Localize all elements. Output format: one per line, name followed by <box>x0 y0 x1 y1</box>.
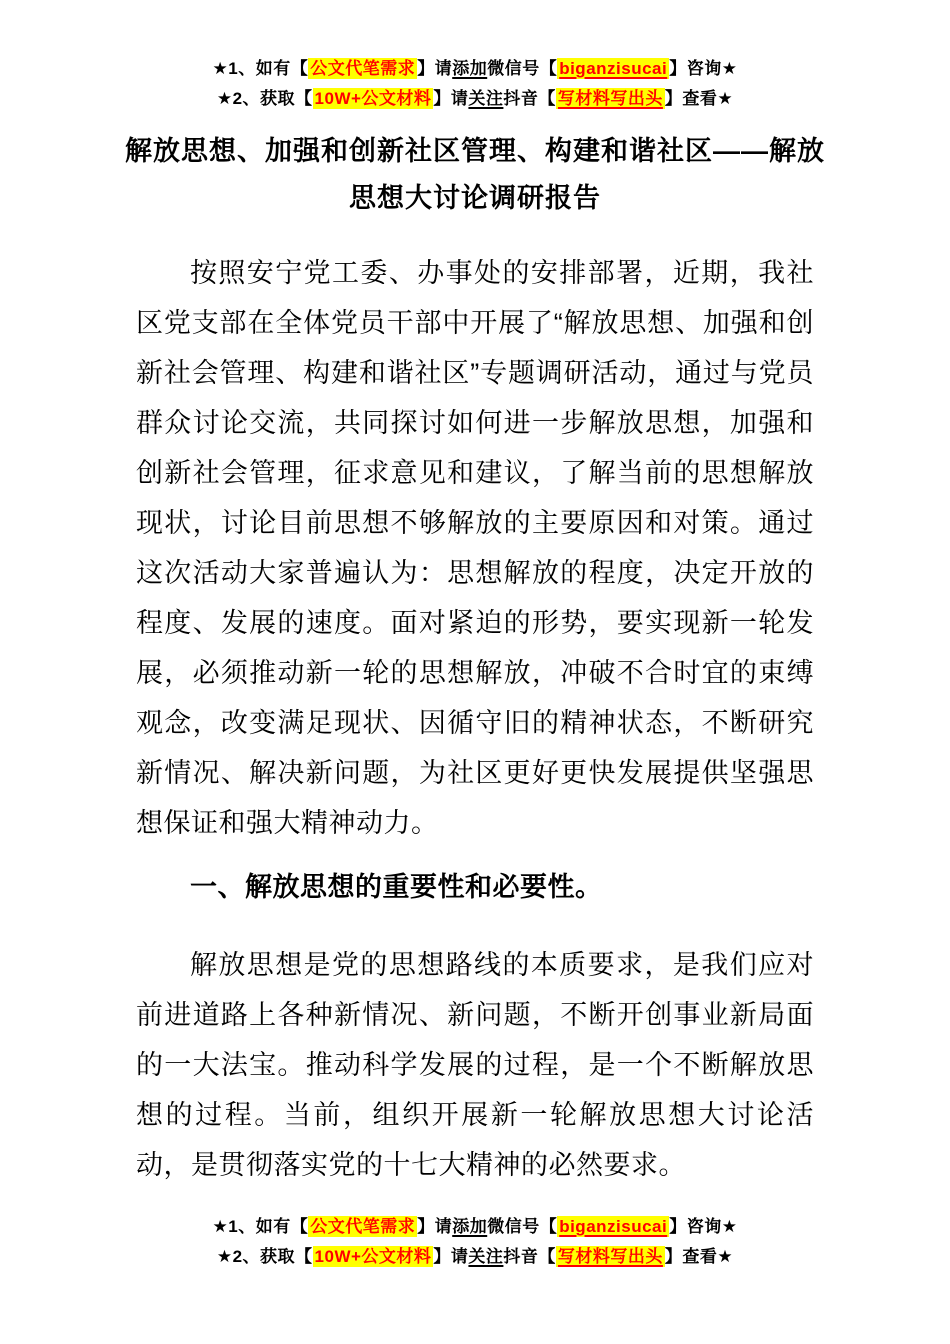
banner-segment-plain: 】咨询★ <box>669 1217 738 1236</box>
banner-segment-plain: 】请 <box>433 1247 469 1266</box>
banner-segment-underline: 关注 <box>468 89 504 108</box>
document-title-line-1: 解放思想、加强和创新社区管理、构建和谐社区——解放 <box>125 136 825 166</box>
banner-segment-plain: 】请 <box>433 89 469 108</box>
promo-banner-footer-line-2 <box>0 1242 950 1272</box>
banner-segment-red-highlight: 10W+公文材料 <box>314 89 432 108</box>
promo-banner-footer <box>0 1212 950 1272</box>
banner-segment-plain: 】请 <box>417 1217 453 1236</box>
banner-segment-plain: 抖音【 <box>503 1247 556 1266</box>
banner-segment-plain: 微信号【 <box>487 1217 558 1236</box>
paragraph-2: 解放思想是党的思想路线的本质要求，是我们应对前进道路上各种新情况、新问题，不断开创事业新局面的一大法宝。推动科学发展的过程，是一个不断解放思想的过程。当前，组织开展新一轮解放思想大讨论活动，是贯彻落实党的十七大精神的必然要求。 <box>136 950 814 1180</box>
banner-segment-plain: ★2、获取【 <box>216 89 313 108</box>
promo-banner-header-line-2 <box>0 84 950 114</box>
banner-segment-plain: 微信号【 <box>487 59 558 78</box>
promo-banner-footer-line-1 <box>0 1212 950 1242</box>
promo-banner-header <box>0 0 950 114</box>
banner-segment-plain: 】查看★ <box>664 89 734 108</box>
document-title-line-2: 思想大讨论调研报告 <box>349 183 601 213</box>
banner-segment-red-highlight: 公文代笔需求 <box>310 59 416 78</box>
banner-segment-plain: 】咨询★ <box>669 59 738 78</box>
banner-segment-red-highlight-underline: biganzisucai <box>559 1217 668 1236</box>
banner-segment-underline: 添加 <box>452 1217 488 1236</box>
banner-segment-red-highlight-underline: 写材料写出头 <box>557 89 663 108</box>
paragraph-1: 按照安宁党工委、办事处的安排部署，近期，我社区党支部在全体党员干部中开展了“解放思想、加强和创新社会管理、构建和谐社区”专题调研活动，通过与党员群众讨论交流，共同探讨如何进一步解放思想，加强和创新社会管理，征求意见和建议，了解当前的思想解放现状，讨论目前思想不够解放的主要原因和对策。通过这次活动大家普遍认为：思想解放的程度，决定开放的程度、发展的速度。面对紧迫的形势，要实现新一轮发展，必须推动新一轮的思想解放，冲破不合时宜的束缚观念，改变满足现状、因循守旧的精神状态，不断研究新情况、解决新问题，为社区更好更快发展提供坚强思想保证和强大精神动力。 <box>136 258 814 838</box>
banner-segment-plain: ★1、如有【 <box>212 1217 309 1236</box>
banner-segment-underline: 关注 <box>468 1247 504 1266</box>
banner-segment-red-highlight-underline: 写材料写出头 <box>557 1247 663 1266</box>
banner-segment-red-highlight: 10W+公文材料 <box>314 1247 432 1266</box>
banner-segment-plain: 】请 <box>417 59 453 78</box>
promo-banner-header-line-1 <box>0 54 950 84</box>
document-title <box>125 128 825 222</box>
banner-segment-red-highlight: 公文代笔需求 <box>310 1217 416 1236</box>
document-body <box>136 248 814 1190</box>
banner-segment-plain: ★1、如有【 <box>212 59 309 78</box>
banner-segment-underline: 添加 <box>452 59 488 78</box>
section-heading-1: 一、解放思想的重要性和必要性。 <box>190 872 603 902</box>
banner-segment-plain: ★2、获取【 <box>216 1247 313 1266</box>
banner-segment-red-highlight-underline: biganzisucai <box>559 59 668 78</box>
banner-segment-plain: 抖音【 <box>503 89 556 108</box>
banner-segment-plain: 】查看★ <box>664 1247 734 1266</box>
